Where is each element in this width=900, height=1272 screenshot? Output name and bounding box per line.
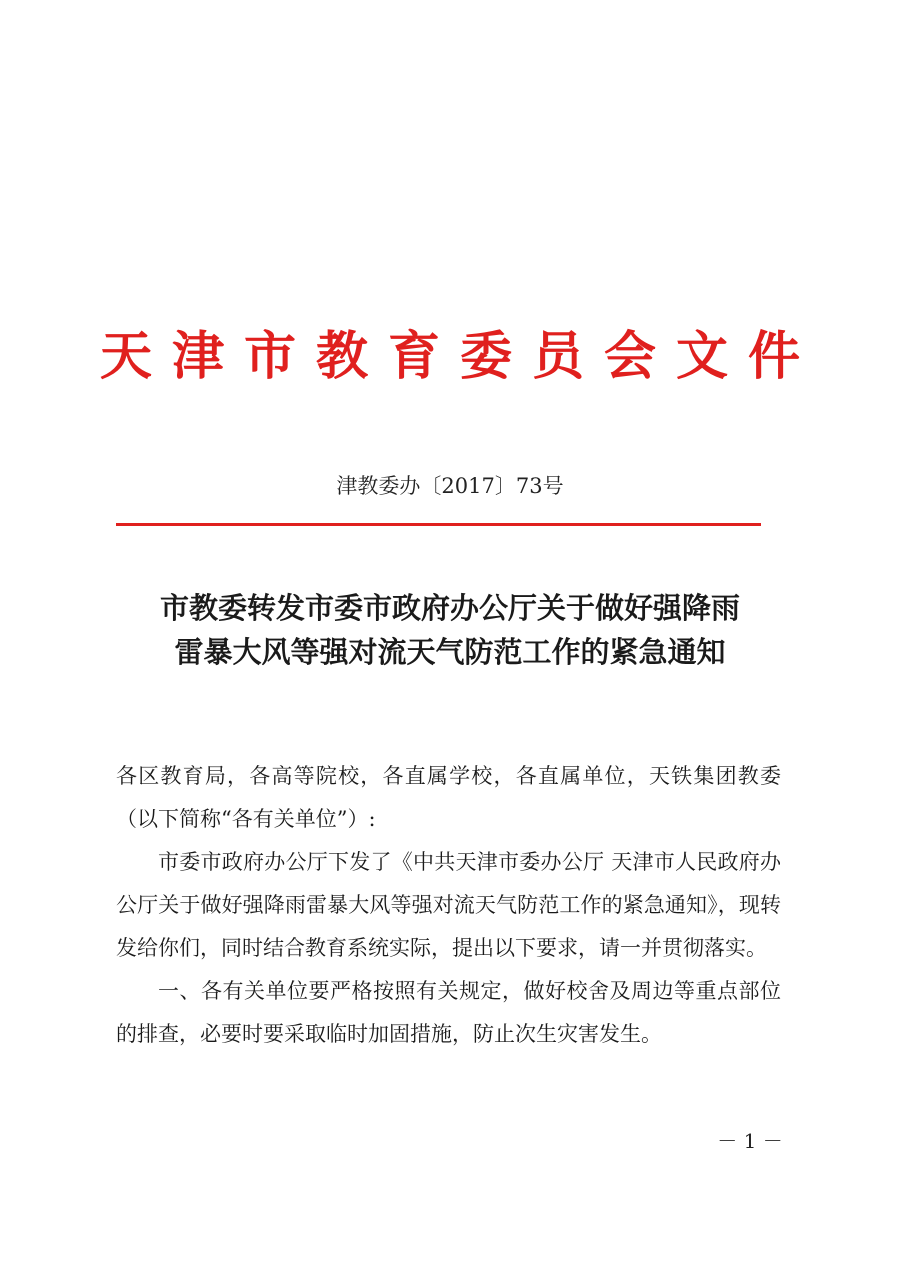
document-title-line-2: 雷暴大风等强对流天气防范工作的紧急通知 <box>174 635 726 669</box>
issuer-title: 天津市教育委员会文件 <box>99 327 820 387</box>
body-paragraph-1: 市委市政府办公厅下发了《中共天津市委办公厅 天津市人民政府办公厅关于做好强降雨雷暴大风等强对流天气防范工作的紧急通知》，现转发给你们，同时结合教育系统实际，提出以下要求，请一并贯彻落实。 <box>116 850 781 960</box>
page-number: － 1 － <box>717 1129 783 1153</box>
body-paragraph-2: 一、各有关单位要严格按照有关规定，做好校舍及周边等重点部位的排查，必要时要采取临时加固措施，防止次生灾害发生。 <box>116 979 781 1046</box>
document-title-line-1: 市教委转发市委市政府办公厅关于做好强降雨 <box>159 591 740 625</box>
red-divider-line <box>116 523 761 526</box>
salutation-paragraph: 各区教育局，各高等院校，各直属学校，各直属单位，天铁集团教委（以下简称“各有关单位”）: <box>116 764 781 831</box>
document-title <box>100 586 800 674</box>
document-body <box>116 755 781 1056</box>
document-number: 津教委办〔2017〕73号 <box>336 474 564 498</box>
